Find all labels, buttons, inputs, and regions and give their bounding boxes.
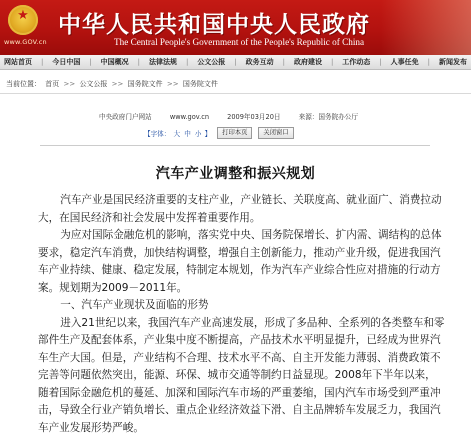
nav-separator: | [138,58,140,66]
nav-item-home[interactable]: 网站首页 [4,57,32,67]
breadcrumb-item-home[interactable]: 首页 [45,80,59,88]
breadcrumb-prefix: 当前位置： [6,80,41,88]
article-title: 汽车产业调整和振兴规划 [0,163,471,183]
article-tools [144,127,294,139]
nav-item-interaction[interactable]: 政务互动 [246,57,274,67]
nav-item-china-overview[interactable]: 中国概况 [101,57,129,67]
nav-item-work-news[interactable]: 工作动态 [342,57,370,67]
font-size-medium-link[interactable]: 中 [184,130,191,138]
meta-date: 2009年03月20日 [227,113,280,121]
site-header-banner [0,0,471,55]
font-size-label: 【字体： [144,130,170,138]
nav-item-appointments[interactable]: 人事任免 [391,57,419,67]
article-paragraph: 汽车产业是国民经济重要的支柱产业，产业链长、关联度高、就业面广、消费拉动大，在国民经济和社会发展中发挥着重要作用。 [38,192,446,227]
breadcrumb-separator: >> [167,80,179,88]
breadcrumb-separator: >> [63,80,75,88]
article-meta [99,111,374,121]
close-window-button[interactable]: 关闭窗口 [258,127,293,139]
nav-item-documents[interactable]: 公文公报 [197,57,225,67]
nav-item-press[interactable]: 新闻发布 [439,57,467,67]
nav-separator: | [234,58,236,66]
star-icon: ★ [16,9,30,23]
nav-separator: | [186,58,188,66]
nav-item-today-china[interactable]: 今日中国 [52,57,80,67]
font-size-close-bracket: 】 [205,130,212,138]
nav-separator: | [331,58,333,66]
nav-separator: | [283,58,285,66]
divider [40,145,430,146]
meta-source: 中央政府门户网站 [99,113,152,121]
divider [0,93,471,94]
meta-origin: 来源：国务院办公厅 [299,113,358,121]
nav-separator: | [41,58,43,66]
breadcrumb [6,79,220,89]
font-size-small-link[interactable]: 小 [195,130,202,138]
meta-url: www.gov.cn [170,113,209,121]
breadcrumb-item-documents[interactable]: 公文公报 [79,80,107,88]
great-wall-graphic [381,0,471,55]
nav-separator: | [379,58,381,66]
site-subtitle: The Central People's Government of the People's Republic of China [114,37,364,47]
nav-item-laws[interactable]: 法律法规 [149,57,177,67]
site-title[interactable]: 中华人民共和国中央人民政府 [58,6,370,39]
section-heading: 一、汽车产业现状及面临的形势 [38,297,446,315]
article-paragraph: 为应对国际金融危机的影响，落实党中央、国务院保增长、扩内需、调结构的总体要求，稳定汽车消费，加快结构调整，增强自主创新能力，推动产业升级，促进我国汽车产业持续、健康、稳定发展，特制定本规划，作为汽车产业综合性应对措施的行动方案。规划期为2009－2011年。 [38,227,446,297]
nav-separator: | [428,58,430,66]
main-nav [0,55,471,70]
national-emblem-icon[interactable] [8,5,38,35]
nav-separator: | [89,58,91,66]
breadcrumb-separator: >> [112,80,124,88]
font-size-selector [144,128,211,138]
breadcrumb-item-state-council[interactable]: 国务院文件 [128,80,163,88]
font-size-large-link[interactable]: 大 [173,130,180,138]
article-paragraph: 进入21世纪以来，我国汽车产业高速发展，形成了多品种、全系列的各类整车和零部件生产及配套体系，产业集中度不断提高，产品技术水平明显提升，已经成为世界汽车生产大国。但是，产业结构不合理、技术水平不高、自主开发能力薄弱、消费政策不完善等问题依然突出，能源、环保、城市交通等制约日益显现。2008年下半年以来，随着国际金融危机的蔓延、加深和国际汽车市场的严重萎缩，国内汽车市场受到严重冲击，导致全行业产销负增长、重点企业经济效益下滑、自主品牌轿车发展乏力，我国汽车产业发展形势严峻。 [38,315,446,437]
print-button[interactable]: 打印本页 [217,127,252,139]
nav-item-government[interactable]: 政府建设 [294,57,322,67]
breadcrumb-item-current[interactable]: 国务院文件 [183,80,218,88]
site-url: www.GOV.cn [4,38,48,46]
article-body [38,192,446,437]
